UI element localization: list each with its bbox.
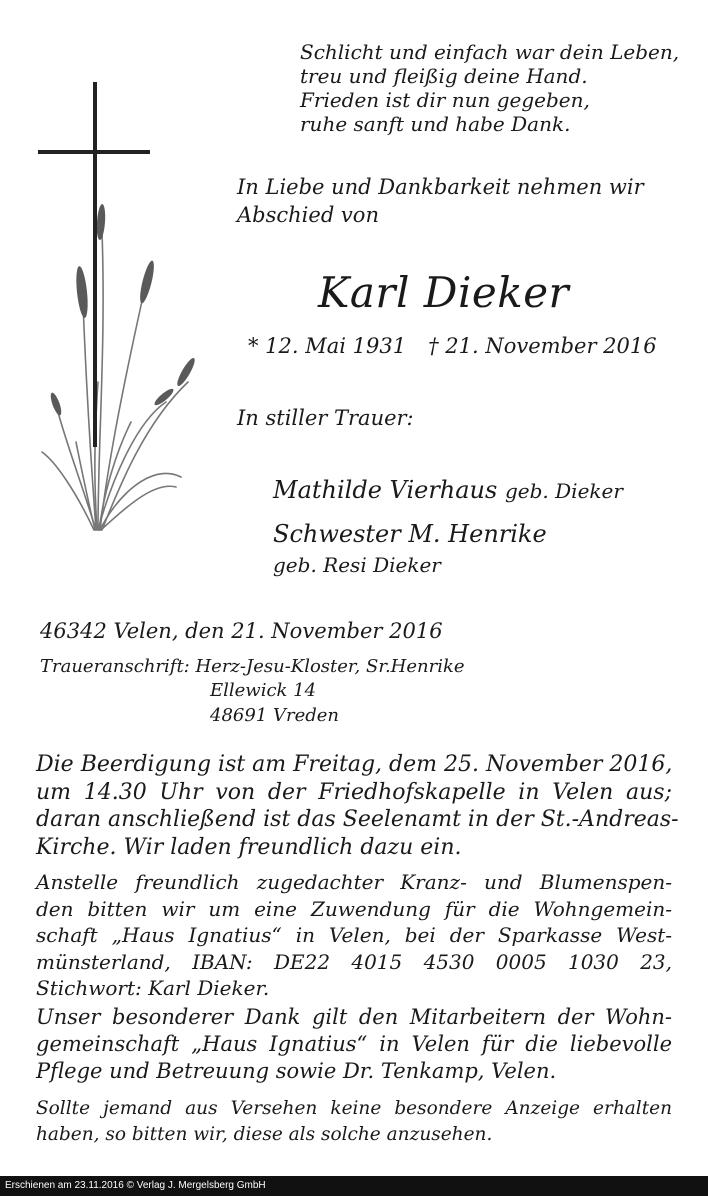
notice-paragraph (36, 1096, 672, 1148)
intro-line: Abschied von (237, 203, 379, 227)
address-line-1: Traueranschrift: Herz-Jesu-Kloster, Sr.Henrike (40, 656, 465, 677)
paragraph-line: daran anschließend ist das Seelenamt in der St.-Andreas- (36, 807, 679, 832)
paragraph-line: Kirche. Wir laden freundlich dazu ein. (36, 834, 462, 860)
paragraph-line: Pflege und Betreuung sowie Dr. Tenkamp, Velen. (36, 1059, 557, 1083)
life-dates (248, 334, 657, 358)
paragraph-line: Unser besonderer Dank gilt den Mitarbeitern der Wohn- (36, 1005, 672, 1029)
relative-2-name: Schwester M. Henrike (273, 520, 547, 548)
poem-line: treu und fleißig deine Hand. (300, 64, 588, 88)
paragraph-line: Anstelle freundlich zugedachter Kranz- und Blumenspen- (36, 870, 672, 894)
paragraph-line: münsterland, IBAN: DE22 4015 4530 0005 1030 23, (36, 949, 672, 974)
address-line-2: Ellewick 14 (210, 680, 317, 701)
cross-with-grass-icon (36, 82, 196, 537)
poem-line: ruhe sanft und habe Dank. (300, 112, 571, 136)
relative-1-suffix: geb. Dieker (504, 479, 623, 503)
poem-line: Frieden ist dir nun gegeben, (300, 88, 590, 112)
paragraph-line: den bitten wir um eine Zuwendung für die Wohngemein- (36, 896, 672, 921)
death-date: † 21. November 2016 (428, 334, 657, 358)
birth-date: * 12. Mai 1931 (248, 334, 407, 358)
paragraph-line: Die Beerdigung ist am Freitag, dem 25. November 2016, (36, 752, 673, 777)
paragraph-line: haben, so bitten wir, diese als solche anzusehen. (36, 1124, 493, 1145)
paragraph-line: um 14.30 Uhr von der Friedhofskapelle in Velen aus; (36, 779, 672, 805)
publication-footer: Erschienen am 23.11.2016 © Verlag J. Mergelsberg GmbH (0, 1176, 708, 1196)
intro-text (237, 173, 644, 229)
donation-paragraph (36, 869, 672, 1002)
paragraph-line: gemeinschaft „Haus Ignatius“ in Velen für die liebevolle (36, 1032, 672, 1056)
intro-line: In Liebe und Dankbarkeit nehmen wir (237, 175, 644, 199)
paragraph-line: schaft „Haus Ignatius“ in Velen, bei der Sparkasse West- (36, 923, 672, 947)
paragraph-line: Sollte jemand aus Versehen keine besondere Anzeige erhalten (36, 1098, 672, 1119)
thanks-paragraph (36, 1004, 672, 1085)
paragraph-line: Stichwort: Karl Dieker. (36, 976, 270, 1000)
relative-2-suffix: geb. Resi Dieker (273, 553, 441, 577)
poem-line: Schlicht und einfach war dein Leben, (300, 40, 680, 64)
mourning-label: In stiller Trauer: (237, 406, 414, 430)
poem (300, 40, 679, 136)
relative-1 (273, 476, 623, 504)
address-line-3: 48691 Vreden (210, 705, 340, 726)
deceased-name: Karl Dieker (318, 268, 570, 317)
relative-1-name: Mathilde Vierhaus (273, 476, 498, 504)
funeral-paragraph (36, 751, 679, 861)
place-date: 46342 Velen, den 21. November 2016 (40, 619, 443, 643)
